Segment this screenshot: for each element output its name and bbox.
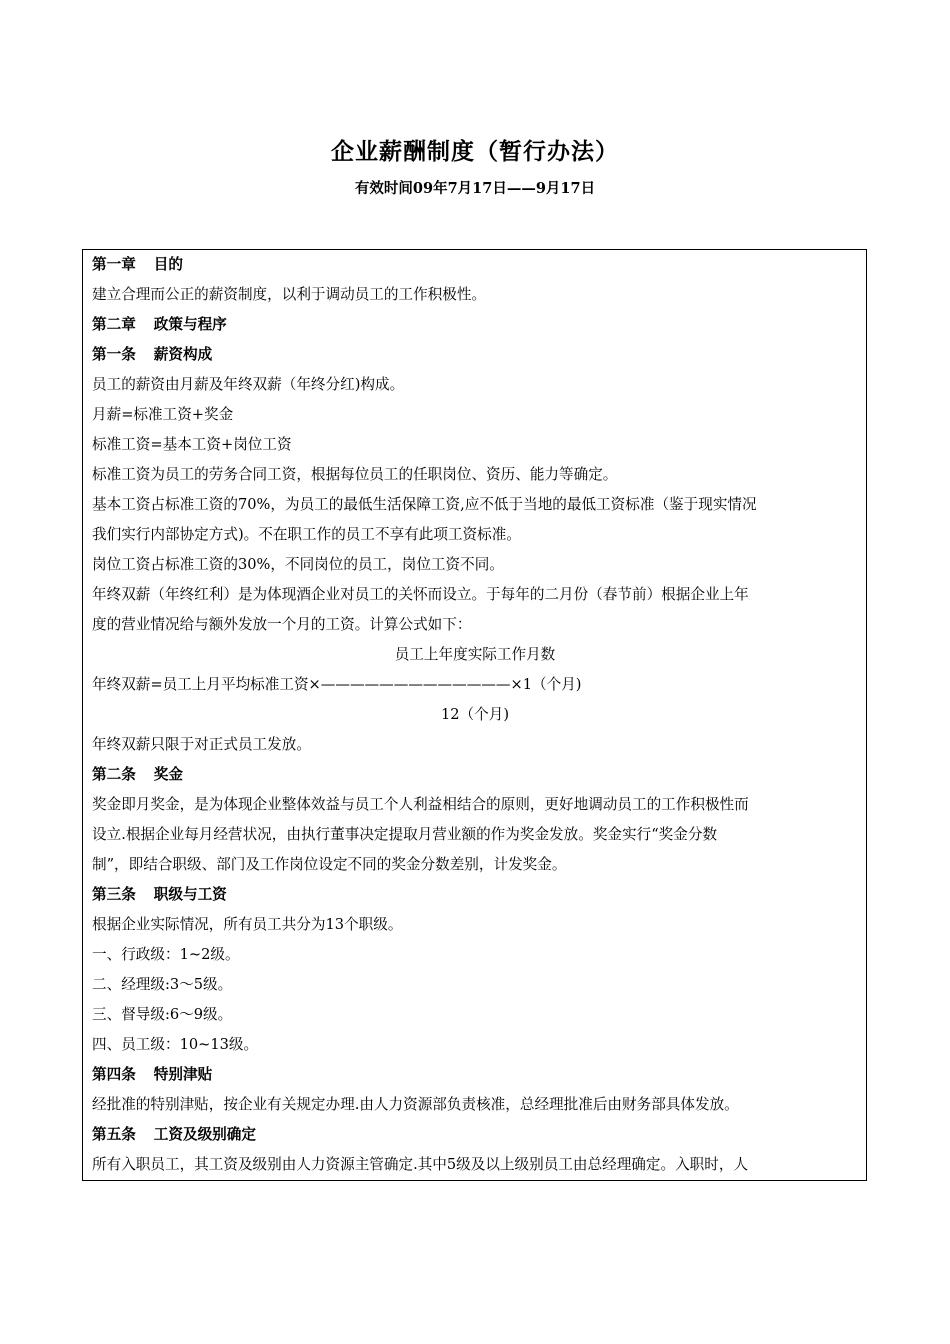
formula-numerator: 员工上年度实际工作月数 xyxy=(394,646,556,663)
article-title: 薪资构成 xyxy=(153,346,213,363)
article-title: 特别津贴 xyxy=(153,1066,213,1083)
paragraph: 经批准的特别津贴，按企业有关规定办理.由人力资源部负责核准，总经理批准后由财务部具体发放。 xyxy=(92,1096,739,1113)
article-1-heading xyxy=(92,340,858,370)
paragraph: 度的营业情况给与额外发放一个月的工资。计算公式如下： xyxy=(92,616,472,633)
paragraph: 制”，即结合职级、部门及工作岗位设定不同的奖金分数差别，计发奖金。 xyxy=(92,856,567,873)
article-4-heading xyxy=(92,1060,858,1090)
list-item: 三、督导级:6～9级。 xyxy=(92,1006,233,1023)
list-item: 一、行政级：1~2级。 xyxy=(92,946,240,963)
paragraph: 标准工资为员工的劳务合同工资，根据每位员工的任职岗位、资历、能力等确定。 xyxy=(92,466,618,483)
formula-denominator: 12（个月) xyxy=(440,706,510,723)
paragraph: 员工的薪资由月薪及年终双薪（年终分红)构成。 xyxy=(92,376,405,393)
validity-period: 有效时间09年7月17日——9月17日 xyxy=(354,180,596,197)
list-item: 二、经理级:3～5级。 xyxy=(92,976,233,993)
paragraph: 设立.根据企业每月经营状况，由执行董事决定提取月营业额的作为奖金发放。奖金实行“奖金分数 xyxy=(92,826,718,843)
paragraph: 年终双薪只限于对正式员工发放。 xyxy=(92,736,311,753)
article-3-heading xyxy=(92,880,858,910)
chapter-title: 政策与程序 xyxy=(153,316,227,333)
chapter-number: 第一章 xyxy=(92,256,136,273)
article-title: 工资及级别确定 xyxy=(153,1126,256,1143)
paragraph: 奖金即月奖金，是为体现企业整体效益与员工个人利益相结合的原则，更好地调动员工的工作积极性而 xyxy=(92,796,749,813)
chapter-2-heading xyxy=(92,310,858,340)
article-number: 第三条 xyxy=(92,886,136,903)
article-title: 职级与工资 xyxy=(153,886,227,903)
paragraph: 岗位工资占标准工资的30%，不同岗位的员工，岗位工资不同。 xyxy=(92,556,504,573)
article-title: 奖金 xyxy=(153,766,183,783)
content-frame xyxy=(82,249,867,1181)
paragraph: 所有入职员工，其工资及级别由人力资源主管确定.其中5级及以上级别员工由总经理确定。入职时，人 xyxy=(92,1156,749,1173)
paragraph: 建立合理而公正的薪资制度，以利于调动员工的工作积极性。 xyxy=(92,286,487,303)
article-number: 第四条 xyxy=(92,1066,136,1083)
paragraph: 月薪=标准工资+奖金 xyxy=(92,406,234,423)
article-number: 第五条 xyxy=(92,1126,136,1143)
article-5-heading xyxy=(92,1120,858,1150)
list-item: 四、员工级：10~13级。 xyxy=(92,1036,259,1053)
paragraph: 年终双薪（年终红利）是为体现酒企业对员工的关怀而设立。于每年的二月份（春节前）根据企业上年 xyxy=(92,586,749,603)
document-body xyxy=(83,250,866,1180)
formula-line: 年终双薪=员工上月平均标准工资×—————————————×1（个月) xyxy=(92,676,582,693)
chapter-1-heading xyxy=(92,250,858,280)
article-number: 第一条 xyxy=(92,346,136,363)
document-title: 企业薪酬制度（暂行办法） xyxy=(331,138,619,165)
paragraph: 我们实行内部协定方式)。不在职工作的员工不享有此项工资标准。 xyxy=(92,526,521,543)
article-number: 第二条 xyxy=(92,766,136,783)
article-2-heading xyxy=(92,760,858,790)
paragraph: 根据企业实际情况，所有员工共分为13个职级。 xyxy=(92,916,403,933)
chapter-title: 目的 xyxy=(153,256,183,273)
paragraph: 基本工资占标准工资的70%，为员工的最低生活保障工资,应不低于当地的最低工资标准（鉴于现实情况 xyxy=(92,496,757,513)
chapter-number: 第二章 xyxy=(92,316,136,333)
paragraph: 标准工资=基本工资+岗位工资 xyxy=(92,436,292,453)
